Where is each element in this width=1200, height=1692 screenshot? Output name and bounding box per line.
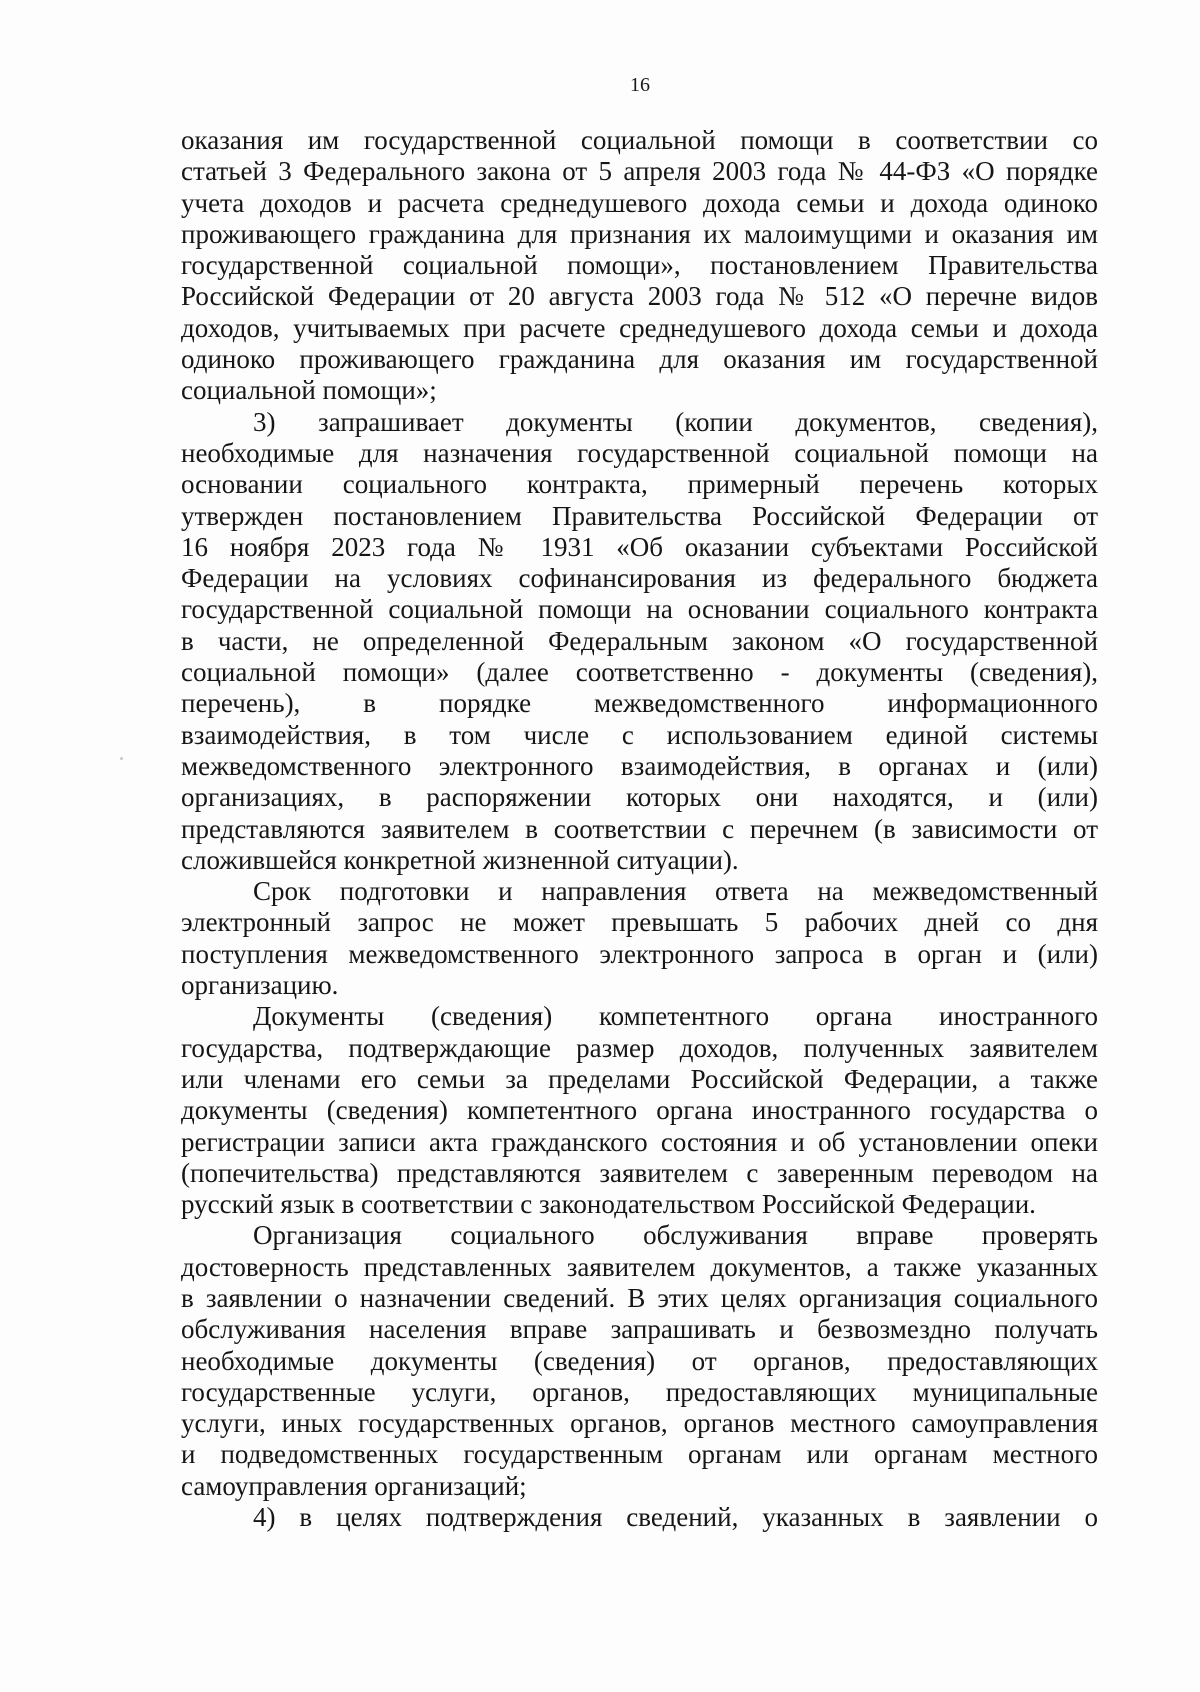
text-line: взаимодействия, в том числе с использованием единой системы	[181, 719, 1098, 750]
text-line: поступления межведомственного электронного запроса в орган и (или)	[181, 938, 1098, 969]
text-line: необходимые документы (сведения) от органов, предоставляющих	[181, 1345, 1098, 1376]
text-line: в части, не определенной Федеральным законом «О государственной	[181, 625, 1098, 656]
text-line: услуги, иных государственных органов, органов местного самоуправления	[181, 1408, 1098, 1439]
text-line: оказания им государственной социальной помощи в соответствии со	[181, 125, 1098, 155]
text-line: электронный запрос не может превышать 5 рабочих дней со дня	[181, 907, 1098, 938]
text-line: Организация социального обслуживания вправе проверять	[253, 1220, 1098, 1251]
text-line: Документы (сведения) компетентного органа иностранного	[253, 1001, 1098, 1032]
text-line: государственной социальной помощи», постановлением Правительства	[181, 250, 1098, 281]
document-body	[181, 125, 1098, 1533]
page-number: 16	[630, 74, 650, 96]
text-line: в заявлении о назначении сведений. В этих целях организация социального	[181, 1282, 1098, 1313]
text-line: социальной помощи» (далее соответственно - документы (сведения),	[181, 657, 1098, 688]
text-line: и подведомственных государственным органам или органам местного	[181, 1439, 1098, 1470]
text-line: одиноко проживающего гражданина для оказания им государственной	[181, 344, 1098, 375]
text-line: государственные услуги, органов, предоставляющих муниципальные	[181, 1376, 1098, 1407]
text-line: проживающего гражданина для признания их малоимущими и оказания им	[181, 218, 1098, 249]
text-line: русский язык в соответствии с законодательством Российской Федерации.	[181, 1189, 1036, 1220]
text-line: обслуживания населения вправе запрашивать и безвозмездно получать	[181, 1314, 1098, 1345]
text-line: учета доходов и расчета среднедушевого дохода семьи и дохода одиноко	[181, 187, 1098, 218]
text-line: статьей 3 Федерального закона от 5 апреля 2003 года № 44-ФЗ «О порядке	[181, 156, 1098, 187]
text-line: регистрации записи акта гражданского состояния и об установлении опеки	[181, 1126, 1098, 1157]
text-line: (попечительства) представляются заявителем с заверенным переводом на	[181, 1157, 1098, 1188]
text-line: сложившейся конкретной жизненной ситуации).	[181, 844, 739, 875]
text-line: перечень), в порядке межведомственного информационного	[181, 688, 1098, 719]
text-line: необходимые для назначения государственной социальной помощи на	[181, 437, 1098, 468]
text-line: межведомственного электронного взаимодействия, в органах и (или)	[181, 750, 1098, 781]
scan-artifact	[120, 757, 123, 760]
text-line: 3) запрашивает документы (копии документов, сведения),	[253, 406, 1098, 437]
text-line: документы (сведения) компетентного органа иностранного государства о	[181, 1095, 1098, 1126]
text-line: самоуправления организаций;	[181, 1470, 527, 1501]
text-line: Срок подготовки и направления ответа на межведомственный	[253, 876, 1098, 907]
text-line: государства, подтверждающие размер доходов, полученных заявителем	[181, 1032, 1098, 1063]
text-line: 16 ноября 2023 года № 1931 «Об оказании субъектами Российской	[181, 531, 1098, 562]
text-line: организацию.	[181, 970, 339, 1001]
text-line: государственной социальной помощи на основании социального контракта	[181, 594, 1098, 625]
text-line: утвержден постановлением Правительства Российской Федерации от	[181, 500, 1098, 531]
text-line: доходов, учитываемых при расчете среднедушевого дохода семьи и дохода	[181, 312, 1098, 343]
text-line: или членами его семьи за пределами Российской Федерации, а также	[181, 1063, 1098, 1094]
text-line: достоверность представленных заявителем документов, а также указанных	[181, 1251, 1098, 1282]
text-line: Российской Федерации от 20 августа 2003 года № 512 «О перечне видов	[181, 281, 1098, 312]
text-line: Федерации на условиях софинансирования из федерального бюджета	[181, 563, 1098, 594]
text-line: 4) в целях подтверждения сведений, указанных в заявлении о	[253, 1502, 1098, 1533]
text-line: организациях, в распоряжении которых они находятся, и (или)	[181, 782, 1098, 813]
text-line: социальной помощи»;	[181, 375, 437, 406]
text-line: представляются заявителем в соответствии с перечнем (в зависимости от	[181, 813, 1098, 844]
text-line: основании социального контракта, примерный перечень которых	[181, 469, 1098, 500]
